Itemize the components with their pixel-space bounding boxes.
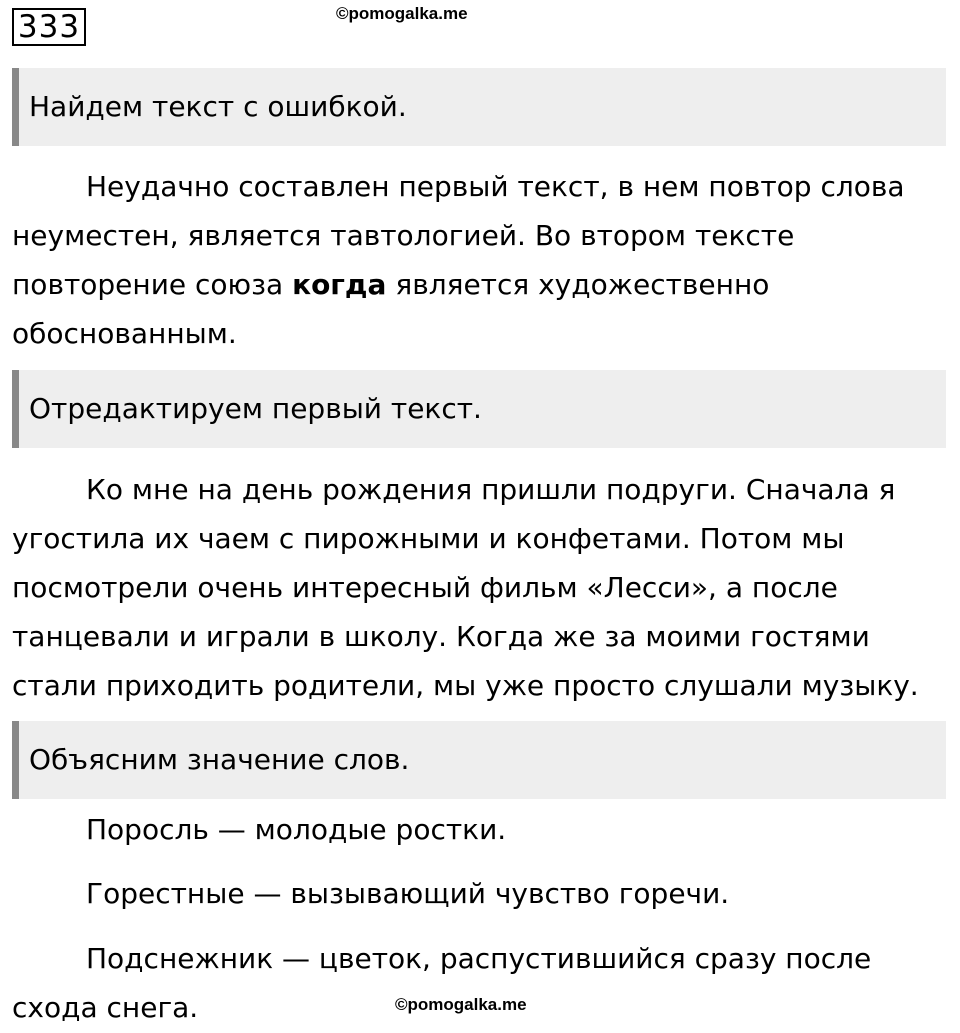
paragraph-analysis — [12, 162, 952, 358]
text-line: танцевали и играли в школу. Когда же за моими гостями — [12, 620, 870, 653]
section-heading-find-error: Найдем текст с ошибкой. — [12, 68, 946, 146]
text-line: обоснованным. — [12, 317, 237, 350]
definition-item: Поросль — молодые ростки. — [86, 813, 507, 846]
definition-continuation: схода снега. — [12, 991, 199, 1024]
watermark-bottom: ©pomogalka.me — [395, 995, 527, 1014]
text-line: Неудачно составлен первый текст, в нем повтор слова — [86, 170, 905, 203]
text-line: угостила их чаем с пирожными и конфетами. Потом мы — [12, 522, 845, 555]
task-number: 333 — [12, 8, 86, 46]
section-heading-edit-text: Отредактируем первый текст. — [12, 370, 946, 448]
text-line: стали приходить родители, мы уже просто слушали музыку. — [12, 669, 919, 702]
text-line: Ко мне на день рождения пришли подруги. Сначала я — [86, 473, 896, 506]
text-line — [12, 260, 952, 309]
watermark-top: ©pomogalka.me — [336, 4, 468, 23]
text-segment: является художественно — [386, 268, 770, 301]
text-line: неуместен, является тавтологией. Во втором тексте — [12, 219, 795, 252]
bold-word: когда — [292, 268, 387, 301]
paragraph-edited-text — [12, 465, 952, 710]
definition-item: Подснежник — цветок, распустившийся сразу после — [86, 942, 872, 975]
text-line: посмотрели очень интересный фильм «Лесси», а после — [12, 571, 838, 604]
text-segment: повторение союза — [12, 268, 293, 301]
section-heading-word-meanings: Объясним значение слов. — [12, 721, 946, 799]
definition-item: Горестные — вызывающий чувство горечи. — [86, 877, 730, 910]
